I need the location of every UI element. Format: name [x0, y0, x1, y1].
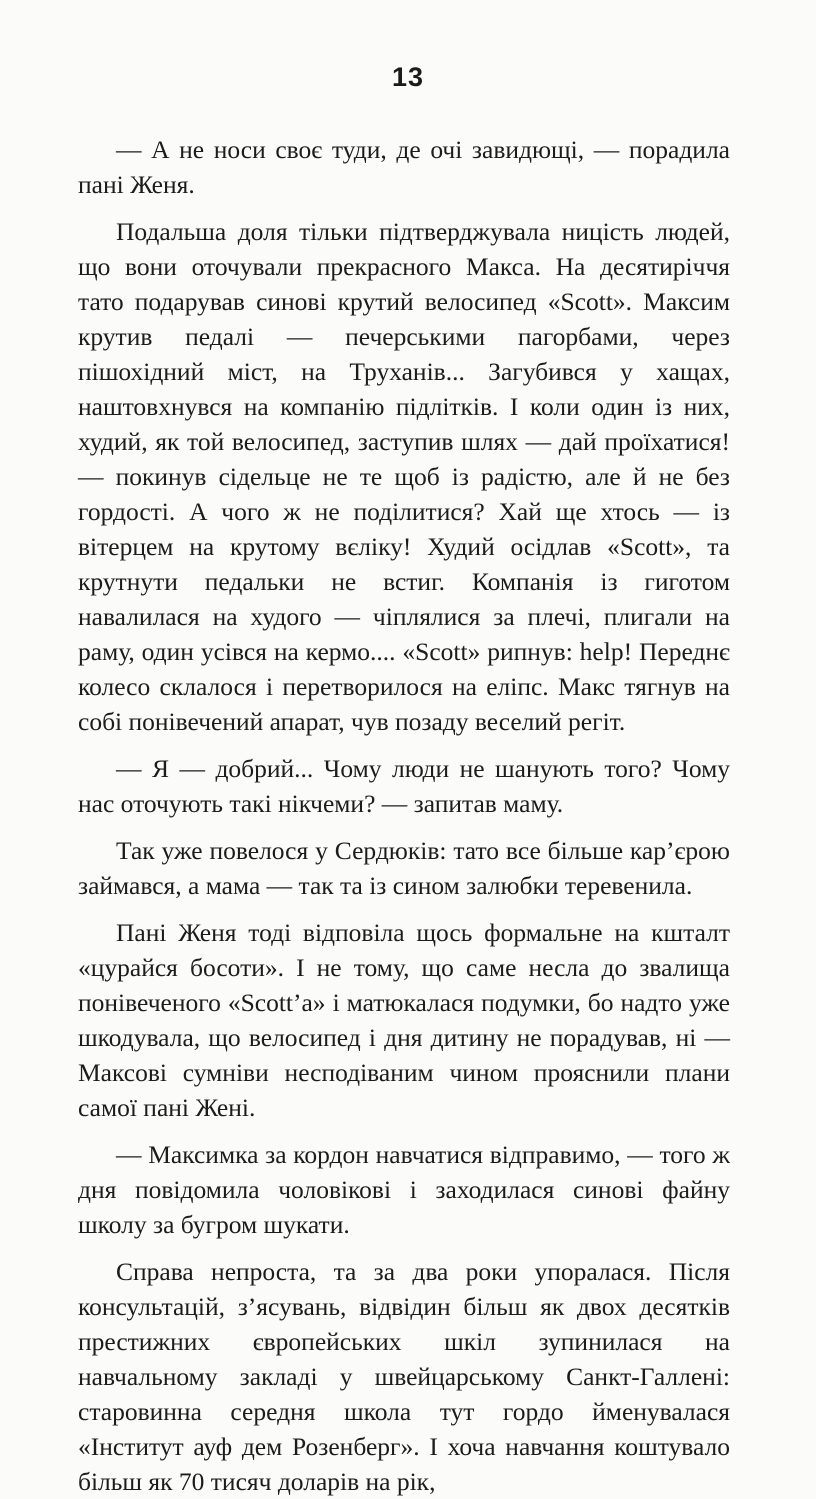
paragraph-2: Подальша доля тільки підтверджувала ницість людей, що вони оточували прекрасного Макса. На десятиріччя тато подарував синові крутий велосипед «Scott». Максим крутив педалі — печерськими пагорбами, через пішохідний міст, на Труханів... Загубився у хащах, наштовхнувся на компанію підлітків. І коли один із них, худий, як той велосипед, заступив шлях — дай проїхатися! — покинув сідельце не те щоб із радістю, але й не без гордості. А чого ж не поділитися? Хай ще хтось — із вітерцем на крутому вєліку! Худий осідлав «Scott», та крутнути педальки не встиг. Компанія із гиготом навалилася на худого — чіплялися за плечі, плигали на раму, один усівся на кермо.... «Scott» рипнув: help! Переднє колесо склалося і перетворилося на еліпс. Макс тягнув на собі понівечений апарат, чув позаду веселий регіт. [78, 217, 730, 736]
body-text [78, 132, 730, 1499]
paragraph-1: — А не носи своє туди, де очі завидющі, — порадила пані Женя. [78, 135, 730, 199]
paragraph-7: Справа непроста, та за два роки упоралася. Після консультацій, з’ясувань, відвідин більш як двох десятків престижних європейських шкіл зупинилася на навчальному закладі у швейцарському Санкт-Галлені: старовинна середня школа тут гордо йменувалася «Інститут ауф дем Розенберг». І хоча навчання коштувало більш як 70 тисяч доларів на рік, [78, 1257, 730, 1496]
paragraph-4: Так уже повелося у Сердюків: тато все більше кар’єрою займався, а мама — так та із сином залюбки теревенила. [78, 836, 730, 900]
page-number: 13 [391, 62, 425, 92]
paragraph-6: — Максимка за кордон навчатися відправимо, — того ж дня повідомила чоловікові і заходилася синові файну школу за бугром шукати. [78, 1140, 730, 1239]
paragraph-5: Пані Женя тоді відповіла щось формальне на кшталт «цурайся босоти». І не тому, що саме несла до звалища понівеченого «Scott’a» і матюкалася подумки, бо надто уже шкодувала, що велосипед і дня дитину не порадував, ні — Максові сумніви несподіваним чином прояснили плани самої пані Жені. [78, 918, 730, 1122]
paragraph-3: — Я — добрий... Чому люди не шанують того? Чому нас оточують такі нікчеми? — запитав маму. [78, 754, 730, 818]
